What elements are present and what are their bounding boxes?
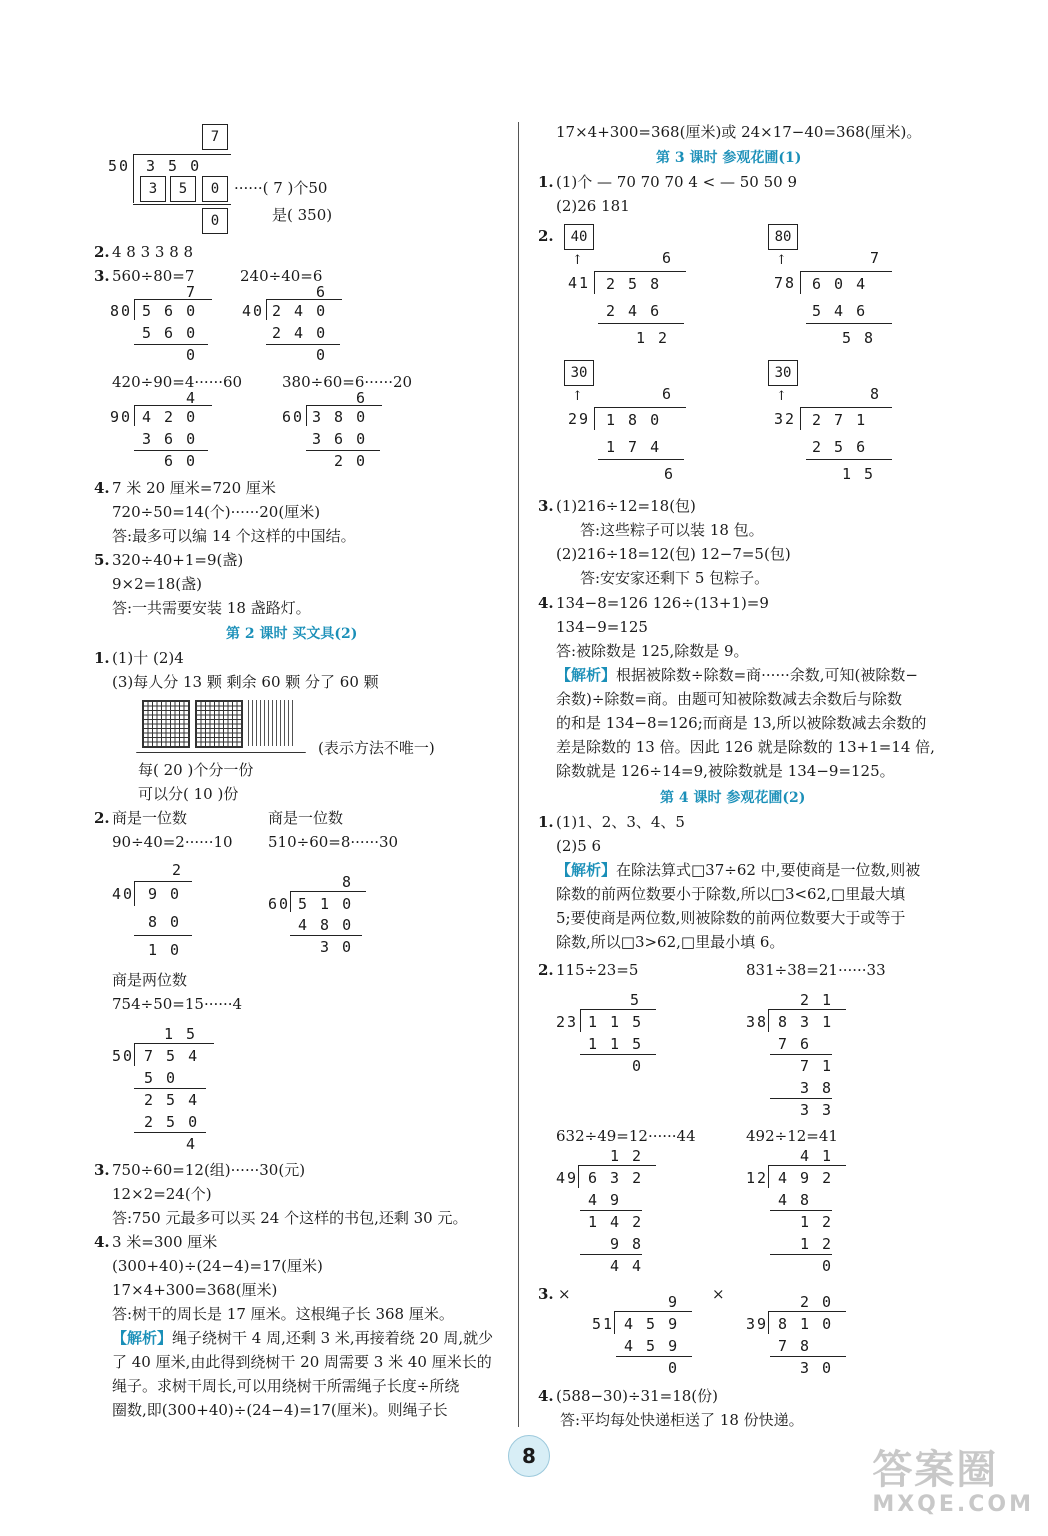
quotient: 5 [630,991,642,1009]
quotient: 1 2 [610,1147,644,1165]
dividend: 9 0 [148,885,182,903]
answer-line: (2)216÷18=12(包) 12−7=5(包) [556,545,791,563]
partial: 1 2 [800,1213,834,1231]
subtrahend: 8 0 [148,913,182,931]
arrow-up-icon: ↑ [572,253,583,268]
div-line [266,299,342,300]
q-label: 4. [94,479,110,497]
remainder: 4 [186,1135,198,1153]
remainder: 4 4 [610,1257,644,1275]
quotient: 7 [186,283,198,301]
q-label: 2. [538,227,554,245]
dividend: 1 8 0 [606,411,662,429]
subtrahend: 4 8 [778,1191,812,1209]
remainder: 0 [822,1257,834,1275]
sub-line [134,1088,206,1089]
answer-line: (2)26 181 [556,197,630,215]
dividend: 6 0 4 [812,275,868,293]
div-bracket [768,1312,769,1334]
subtrahend: 2 4 0 [272,324,328,342]
subtrahend: 1 1 5 [588,1035,644,1053]
partial: 7 1 [800,1057,834,1075]
answer-line: 7 米 20 厘米=720 厘米 [112,479,276,497]
quotient: 4 [186,389,198,407]
wrong-mark: × [558,1285,571,1303]
q-label: 1. [538,813,554,831]
equation: 380÷60=6······20 [282,373,413,391]
column-divider [518,122,519,1427]
div-bracket [580,1010,581,1032]
hundred-grid [195,700,243,748]
remainder: 1 0 [148,941,182,959]
subtrahend: 9 8 [610,1235,644,1253]
quotient: 4 1 [800,1147,834,1165]
answer-line: 3 米=300 厘米 [112,1233,218,1251]
subtrahend: 2 4 6 [606,302,662,320]
sub-line [616,1356,692,1357]
div-line [594,407,686,408]
div-line [306,405,382,406]
hundred-grid [142,700,190,748]
dividend: 3 5 0 [146,157,202,175]
divisor: 51 [592,1315,615,1333]
quotient: 7 [870,249,882,267]
dividend: 8 3 1 [778,1013,834,1031]
equation: 560÷80=7 [112,267,195,285]
subtrahend: 3 6 0 [142,430,198,448]
equation: 831÷38=21······33 [746,961,886,979]
analysis-line: 圈数,即(300+40)÷(24−4)=17(厘米)。则绳子长 [112,1401,448,1419]
estimate-box: 30 [564,360,594,386]
answer-line: (1)十 (2)4 [112,649,184,667]
answer-line: 答:这些粽子可以装 18 包。 [580,521,764,539]
div-line [134,1043,214,1044]
q-label: 3. [538,497,554,515]
analysis-line: 绳子绕树干 4 周,还剩 3 米,再接着绕 20 周,就少 [172,1329,494,1347]
equation: 115÷23=5 [556,961,639,979]
div-line [768,1311,846,1312]
sub-line [580,1210,642,1211]
answer-line: 12×2=24(个) [112,1185,212,1203]
sub-line [598,459,684,460]
q-label: 2. [94,809,110,827]
dividend: 2 5 8 [606,275,662,293]
div-line [134,299,212,300]
page-number: 8 [508,1435,550,1477]
dividend: 3 8 0 [312,408,368,426]
div-line [768,1009,846,1010]
divisor: 80 [110,302,133,320]
divisor: 60 [282,408,305,426]
q-label: 2. [538,961,554,979]
sub-line [770,1098,832,1099]
dividend: 4 9 2 [778,1169,834,1187]
answer-line: 17×4+300=368(厘米) [112,1281,278,1299]
q-label: 4. [94,1233,110,1251]
partial: 2 5 4 [144,1091,200,1109]
quotient: 6 [356,389,368,407]
remainder: 3 0 [320,938,354,956]
q-label: 1. [94,649,110,667]
sub-line [133,204,231,205]
equation: 754÷50=15······4 [112,995,243,1013]
answer-line: 134−9=125 [556,618,648,636]
answer-line: 答:被除数是 125,除数是 9。 [556,642,749,660]
div-line [134,881,192,882]
quotient: 1 5 [164,1025,198,1043]
answer-line: (3)每人分 13 颗 剩余 60 颗 分了 60 颗 [112,673,379,691]
equation: 240÷40=6 [240,267,323,285]
watermark-title: 答案圈 [872,1447,999,1493]
remainder: 1 2 [636,329,670,347]
subtrahend: 5 4 6 [812,302,868,320]
analysis-tag: 【解析】 [556,666,617,684]
remainder: 3 0 [800,1359,834,1377]
analysis-tag: 【解析】 [112,1329,173,1347]
subtrahend: 4 9 [588,1191,622,1209]
sub-line [770,1210,832,1211]
sub-line [598,323,684,324]
div-line [614,1311,692,1312]
analysis-line: 5;要使商是两位数,则被除数的前两位数要大于或等于 [556,909,906,927]
remainder: 6 0 [164,452,198,470]
answer-line: 17×4+300=368(厘米)或 24×17−40=368(厘米)。 [556,123,922,141]
div-bracket [306,406,307,426]
sub-line [770,1054,832,1055]
subtrahend: 5 6 0 [142,324,198,342]
quotient: 6 [662,249,674,267]
div-bracket [578,1166,579,1188]
subtrahend: 2 5 0 [144,1113,200,1131]
subtrahend: 3 8 [800,1079,834,1097]
div-bracket [134,300,135,320]
divisor: 23 [556,1013,579,1031]
quotient: 2 [172,861,184,879]
divisor: 41 [568,274,591,292]
section-title: 第 4 课时 参观花圃(2) [660,790,806,806]
div-line [290,891,366,892]
div-bracket [594,272,595,294]
remainder: 2 0 [334,452,368,470]
div-line [134,405,212,406]
analysis-line: 了 40 厘米,由此得到绕树干 20 周需要 3 米 40 厘米长的 [112,1353,492,1371]
div-bracket [134,406,135,426]
divisor: 12 [746,1169,769,1187]
remainder: 0 [668,1359,680,1377]
analysis-line: 除数的前两位数要小于除数,所以□3<62,□里最大填 [556,885,906,903]
divisor: 32 [774,410,797,428]
analysis-line: 绳子。求树干周长,可以用绕树干所需绳子长度÷所绕 [112,1377,460,1395]
q-label: 5. [94,551,110,569]
note: (表示方法不唯一) [318,739,435,757]
q-label: 4. [538,594,554,612]
remainder: 0 [186,346,198,364]
answer-line: 9×2=18(盏) [112,575,203,593]
analysis-line: 余数)÷除数=商。由题可知被除数减去余数后与除数 [556,690,902,708]
wrong-mark: × [712,1285,725,1303]
watermark-logo [872,1448,1034,1517]
subtrahend: 4 8 0 [298,916,354,934]
divisor: 49 [556,1169,579,1187]
analysis-line: 除数,所以□3>62,□里最小填 6。 [556,933,785,951]
digit-box: 5 [170,176,196,202]
dividend: 2 4 0 [272,302,328,320]
sub-line [134,1132,206,1133]
section-title: 第 3 课时 参观花圃(1) [656,150,802,166]
div-bracket [800,272,801,294]
subtrahend: 1 2 [800,1235,834,1253]
quotient: 2 0 [800,1293,834,1311]
quotient-box: 7 [202,124,228,150]
divisor: 60 [268,895,291,913]
divisor: 78 [774,274,797,292]
arrow-up-icon: ↑ [776,389,787,404]
divisor: 90 [110,408,133,426]
analysis-line: 除数就是 126÷14=9,被除数就是 134−9=125。 [556,762,895,780]
brace [136,752,306,753]
dividend: 1 1 5 [588,1013,644,1031]
answer-line: (588−30)÷31=18(份) [556,1387,719,1405]
arrow-up-icon: ↑ [776,253,787,268]
quotient: 2 1 [800,991,834,1009]
note: 是( 350) [272,206,333,224]
watermark-url: MXQE.COM [872,1492,1034,1517]
sub-line [770,1356,846,1357]
div-bracket [768,1010,769,1032]
sub-line [580,1054,656,1055]
answer-line: 720÷50=14(个)······20(厘米) [112,503,321,521]
sub-line [806,459,892,460]
analysis-tag: 【解析】 [556,861,617,879]
div-bracket [614,1312,615,1334]
answer-line: (1)216÷12=18(包) [556,497,696,515]
div-bracket [134,1044,135,1066]
div-bracket [290,892,291,912]
sub-line [290,935,362,936]
answer-line: 750÷60=12(组)······30(元) [112,1161,306,1179]
answer-line: (2)5 6 [556,837,602,855]
quotient: 6 [662,385,674,403]
q-label: 4. [538,1387,554,1405]
div-line [580,1009,656,1010]
answer-line: 答:一共需要安装 18 盏路灯。 [112,599,311,617]
digit-box: 3 [140,176,166,202]
divisor: 29 [568,410,591,428]
analysis-line: 在除法算式□37÷62 中,要使商是一位数,则被 [616,861,921,879]
dividend: 2 7 1 [812,411,868,429]
q-label: 1. [538,173,554,191]
sub-line [134,935,192,936]
partial: 1 4 2 [588,1213,644,1231]
subtrahend: 4 5 9 [624,1337,680,1355]
section-title: 第 2 课时 买文具(2) [226,626,358,642]
q-label: 3. [94,1161,110,1179]
answer-line: (1)个 — 70 70 70 4 < — 50 50 9 [556,173,798,191]
div-bracket [800,408,801,430]
dividend: 6 3 2 [588,1169,644,1187]
analysis-line: 根据被除数÷除数=商······余数,可知(被除数− [616,666,918,684]
subtrahend: 5 0 [144,1069,178,1087]
equation: 90÷40=2······10 [112,833,233,851]
divisor: 40 [242,302,265,320]
div-line [594,271,686,272]
ten-sticks [248,700,294,746]
quotient: 8 [870,385,882,403]
sub-line [266,344,340,345]
div-line [800,407,892,408]
equation: 420÷90=4······60 [112,373,243,391]
sub-line [806,323,892,324]
arrow-up-icon: ↑ [572,389,583,404]
answer-line: (1)1、2、3、4、5 [556,813,685,831]
divisor: 38 [746,1013,769,1031]
q-label: 3. [538,1285,554,1303]
heading: 商是两位数 [112,971,188,989]
div-line [800,271,892,272]
remainder: 0 [632,1057,644,1075]
div-line [133,154,231,155]
div-line [578,1165,656,1166]
answer-line: 答:安安家还剩下 5 包粽子。 [580,569,770,587]
quotient: 9 [668,1293,680,1311]
analysis-line: 的和是 134−8=126;而商是 13,所以被除数减去余数的 [556,714,927,732]
dividend: 7 5 4 [144,1047,200,1065]
dividend: 5 1 0 [298,895,354,913]
answer-text: 4 8 3 3 8 8 [112,243,194,261]
answer-line: 可以分( 10 )份 [138,785,239,803]
remainder: 0 [316,346,328,364]
equation: 632÷49=12······44 [556,1127,696,1145]
dividend: 4 2 0 [142,408,198,426]
divisor: 50 [108,157,131,175]
quotient: 8 [342,873,354,891]
divisor: 39 [746,1315,769,1333]
analysis-line: 差是除数的 13 倍。因此 126 就是除数的 13+1=14 倍, [556,738,935,756]
heading: 商是一位数 [112,809,188,827]
div-bracket [134,882,135,906]
answer-line: 答:750 元最多可以买 24 个这样的书包,还剩 30 元。 [112,1209,468,1227]
subtrahend: 1 7 4 [606,438,662,456]
answer-line: 答:平均每处快递柜送了 18 份快递。 [560,1411,804,1429]
quotient: 6 [316,283,328,301]
q-label: 2. [94,243,110,261]
subtrahend: 7 6 [778,1035,812,1053]
dividend: 8 1 0 [778,1315,834,1333]
dividend: 4 5 9 [624,1315,680,1333]
sub-line [770,1254,832,1255]
estimate-box: 30 [768,360,798,386]
dividend: 5 6 0 [142,302,198,320]
div-bracket [768,1166,769,1188]
answer-line: 答:最多可以编 14 个这样的中国结。 [112,527,356,545]
estimate-box: 80 [768,224,798,250]
heading: 商是一位数 [268,809,344,827]
remainder: 6 [664,465,676,483]
subtrahend: 7 8 [778,1337,812,1355]
answer-line: 134−8=126 126÷(13+1)=9 [556,594,769,612]
estimate-box: 40 [564,224,594,250]
remainder: 5 8 [842,329,876,347]
div-line [768,1165,846,1166]
equation: 510÷60=8······30 [268,833,399,851]
note: ······( 7 )个50 [234,179,328,197]
divisor: 40 [112,885,135,903]
remainder: 3 3 [800,1101,834,1119]
subtrahend: 3 6 0 [312,430,368,448]
remainder-box: 0 [202,208,228,234]
answer-line: (300+40)÷(24−4)=17(厘米) [112,1257,323,1275]
divisor: 50 [112,1047,135,1065]
q-label: 3. [94,267,110,285]
sub-line [580,1254,642,1255]
answer-line: 答:树干的周长是 17 厘米。这根绳子长 368 厘米。 [112,1305,454,1323]
equation: 492÷12=41 [746,1127,838,1145]
div-bracket [594,408,595,430]
answer-line: 每( 20 )个分一份 [138,761,254,779]
subtrahend: 2 5 6 [812,438,868,456]
digit-box: 0 [202,176,228,202]
answer-line: 320÷40+1=9(盏) [112,551,244,569]
remainder: 1 5 [842,465,876,483]
div-bracket [133,155,134,203]
div-bracket [266,300,267,320]
